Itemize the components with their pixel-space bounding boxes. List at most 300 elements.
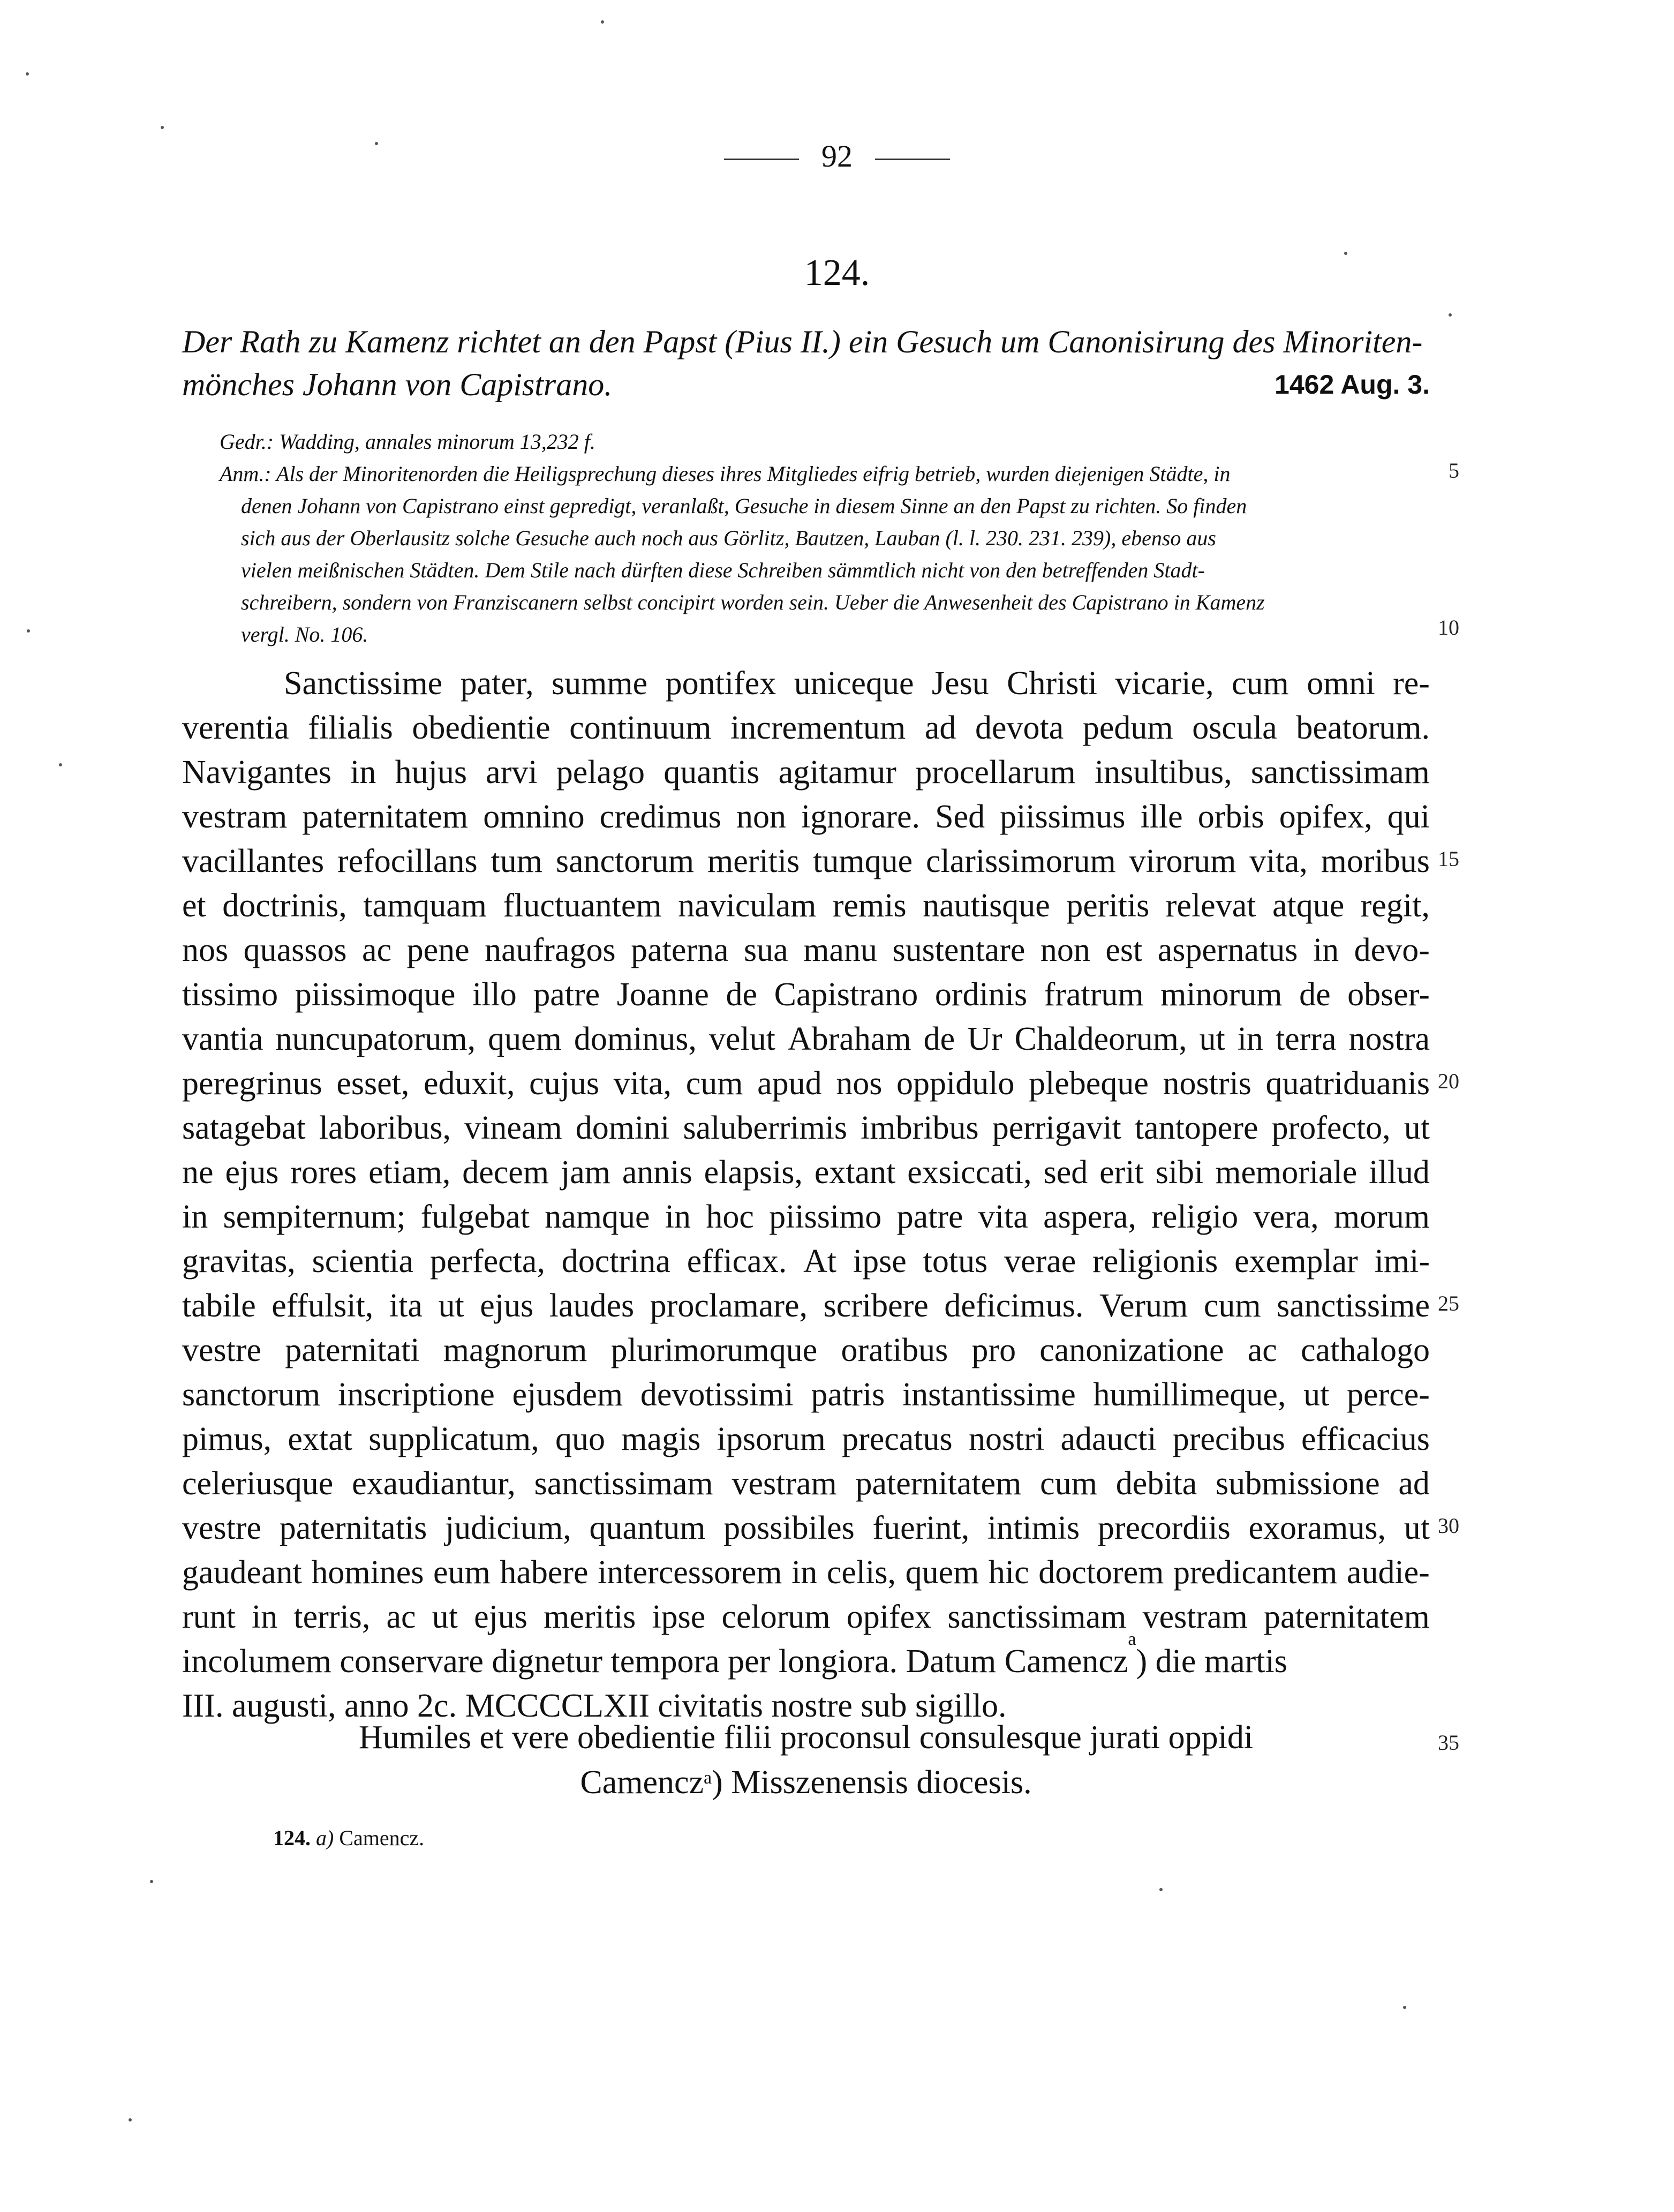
word: meritis bbox=[707, 843, 800, 879]
text-line bbox=[182, 973, 1430, 1017]
word: sanctissimam bbox=[1250, 754, 1430, 791]
word: Sed bbox=[935, 799, 985, 835]
word: omnino bbox=[483, 799, 585, 835]
word: exsiccati, bbox=[907, 1154, 1032, 1191]
word: oratibus bbox=[841, 1332, 948, 1368]
word: sua bbox=[744, 932, 788, 968]
word: plurimorumque bbox=[610, 1332, 818, 1368]
scan-speck bbox=[26, 72, 29, 76]
text-line: III. augusti, anno 2c. MCCCCLXII civitatis nostre sub sigillo. bbox=[182, 1688, 1007, 1724]
word: annis bbox=[622, 1154, 692, 1191]
text-line bbox=[182, 661, 1430, 706]
word: cum bbox=[1203, 1288, 1261, 1324]
word: tantopere bbox=[1134, 1110, 1258, 1146]
scan-speck bbox=[1159, 1888, 1163, 1891]
page-header bbox=[0, 138, 1674, 174]
text-line bbox=[182, 839, 1430, 884]
word: magnorum bbox=[443, 1332, 587, 1368]
word: domini bbox=[575, 1110, 670, 1146]
word: religionis bbox=[1092, 1243, 1218, 1280]
word: beatorum. bbox=[1296, 710, 1430, 746]
word: adaucti bbox=[1060, 1421, 1157, 1457]
line-number: 5 bbox=[1449, 458, 1459, 483]
word: credimus bbox=[599, 799, 721, 835]
word: extant bbox=[814, 1154, 896, 1191]
word: peregrinus bbox=[182, 1065, 322, 1102]
word: sanctorum bbox=[182, 1376, 321, 1413]
note-annotation-line: vergl. No. 106. bbox=[241, 622, 368, 646]
text-line bbox=[182, 1506, 1430, 1551]
word: fratrum bbox=[1044, 976, 1144, 1013]
line-number: 15 bbox=[1438, 847, 1459, 871]
word: magis bbox=[621, 1421, 701, 1457]
word: insultibus, bbox=[1094, 754, 1232, 791]
word: in bbox=[182, 1199, 208, 1235]
footnote-mark: a) bbox=[316, 1826, 334, 1850]
word: sempiternum; bbox=[223, 1199, 406, 1235]
word: doctrinis, bbox=[222, 887, 347, 924]
word: cum bbox=[685, 1065, 743, 1102]
word: nostri bbox=[968, 1421, 1045, 1457]
text-line bbox=[182, 1462, 1430, 1506]
text-line bbox=[182, 706, 1430, 750]
word: ipse bbox=[652, 1599, 706, 1635]
text-line bbox=[182, 1150, 1430, 1195]
word: ipsorum bbox=[717, 1421, 826, 1457]
word: intercessorem bbox=[598, 1554, 782, 1591]
word: in bbox=[252, 1599, 278, 1635]
word: Sanctissime bbox=[284, 665, 443, 702]
word: tabile bbox=[182, 1288, 256, 1324]
word: debita bbox=[1115, 1465, 1197, 1502]
word: nos bbox=[836, 1065, 883, 1102]
word: tumque bbox=[813, 843, 913, 879]
word: precibus bbox=[1172, 1421, 1285, 1457]
word: jam bbox=[560, 1154, 610, 1191]
word: imbribus bbox=[861, 1110, 979, 1146]
word: terris, bbox=[293, 1599, 371, 1635]
word: vita, bbox=[1249, 843, 1308, 879]
document-date: 1462 Aug. 3. bbox=[1275, 370, 1430, 400]
word: fuerint, bbox=[872, 1510, 970, 1546]
word: paternitatem bbox=[855, 1465, 1022, 1502]
word: celorum bbox=[721, 1599, 831, 1635]
word: vestre bbox=[182, 1332, 262, 1368]
word: virorum bbox=[1129, 843, 1236, 879]
word: At bbox=[803, 1243, 837, 1280]
word: clarissimorum bbox=[926, 843, 1116, 879]
word: orbis bbox=[1197, 799, 1264, 835]
word: obser- bbox=[1347, 976, 1430, 1013]
word: hujus bbox=[395, 754, 467, 791]
word: atque bbox=[1272, 887, 1345, 924]
scan-speck bbox=[1344, 252, 1347, 255]
word: cujus bbox=[529, 1065, 599, 1102]
word: devota bbox=[975, 710, 1064, 746]
text-line bbox=[182, 1106, 1430, 1150]
word: devo- bbox=[1354, 932, 1430, 968]
word: regit, bbox=[1360, 887, 1430, 924]
word: sed bbox=[1043, 1154, 1088, 1191]
signature bbox=[182, 1715, 1430, 1805]
word: ignorare. bbox=[801, 799, 921, 835]
footnote-text: Camencz. bbox=[339, 1826, 425, 1850]
word: celis, bbox=[826, 1554, 896, 1591]
word: vantia bbox=[182, 1021, 263, 1057]
word: perrigavit bbox=[992, 1110, 1121, 1146]
word: ac bbox=[1247, 1332, 1277, 1368]
line-number: 35 bbox=[1438, 1731, 1459, 1755]
word: manu bbox=[803, 932, 877, 968]
line-number: 10 bbox=[1438, 615, 1459, 639]
word: patre bbox=[533, 976, 600, 1013]
text-line bbox=[182, 1017, 1430, 1062]
word: pater, bbox=[460, 665, 534, 702]
word: extat bbox=[288, 1421, 352, 1457]
page-number: 92 bbox=[821, 139, 853, 174]
footnote bbox=[273, 1825, 424, 1850]
word: pelago bbox=[556, 754, 645, 791]
word: non bbox=[1040, 932, 1090, 968]
text-line bbox=[182, 1373, 1430, 1417]
word: habere bbox=[500, 1554, 589, 1591]
word: memoriale bbox=[1215, 1154, 1358, 1191]
word: opifex bbox=[846, 1599, 932, 1635]
word: paterna bbox=[631, 932, 729, 968]
word: de bbox=[726, 976, 758, 1013]
word: tissimo bbox=[182, 976, 278, 1013]
footnote-number: 124. bbox=[273, 1826, 311, 1850]
word: gravitas, bbox=[182, 1243, 296, 1280]
word: et bbox=[182, 887, 206, 924]
scan-speck bbox=[1403, 2006, 1406, 2009]
word: exemplar bbox=[1234, 1243, 1358, 1280]
line-number: 20 bbox=[1438, 1069, 1459, 1093]
word: efficacius bbox=[1301, 1421, 1430, 1457]
word: nuncupatorum, bbox=[275, 1021, 476, 1057]
word: vita, bbox=[613, 1065, 672, 1102]
word: Chaldeorum, bbox=[1014, 1021, 1187, 1057]
note-annotation-line: vielen meißnischen Städten. Dem Stile nach dürften diese Schreiben sämmtlich nicht von den betreffenden Stadt- bbox=[241, 558, 1205, 582]
word: de bbox=[1299, 976, 1331, 1013]
word: elapsis, bbox=[704, 1154, 803, 1191]
text-line bbox=[182, 1595, 1430, 1639]
word: quem bbox=[905, 1554, 979, 1591]
note-annotation-line: denen Johann von Capistrano einst gepredigt, veranlaßt, Gesuche in diesem Sinne an den Papst zu richten. So finden bbox=[241, 494, 1247, 518]
word: ejus bbox=[225, 1154, 279, 1191]
line-number: 25 bbox=[1438, 1291, 1459, 1315]
text-line bbox=[182, 795, 1430, 839]
text-line-with-footnote bbox=[182, 1629, 1430, 1684]
text-line bbox=[182, 1284, 1430, 1328]
word: perfecta, bbox=[429, 1243, 545, 1280]
word: hoc bbox=[706, 1199, 754, 1235]
word: procellarum bbox=[915, 754, 1076, 791]
word: non bbox=[736, 799, 786, 835]
word: Joanne bbox=[616, 976, 709, 1013]
letter-body bbox=[182, 661, 1430, 1728]
document-number: 124. bbox=[804, 252, 870, 294]
word: cum bbox=[1040, 1465, 1097, 1502]
word: ac bbox=[386, 1599, 416, 1635]
word: piissimoque bbox=[295, 976, 456, 1013]
word: minorum bbox=[1160, 976, 1283, 1013]
word: etiam, bbox=[368, 1154, 451, 1191]
word: humillimeque, bbox=[1093, 1376, 1286, 1413]
word: opifex, bbox=[1279, 799, 1373, 835]
word: paternitatis bbox=[279, 1510, 427, 1546]
word: devotissimi bbox=[640, 1376, 794, 1413]
word: totus bbox=[923, 1243, 988, 1280]
word: namque bbox=[545, 1199, 650, 1235]
word: ita bbox=[389, 1288, 423, 1324]
word: morum bbox=[1333, 1199, 1430, 1235]
word: patris bbox=[811, 1376, 885, 1413]
word: vita bbox=[978, 1199, 1028, 1235]
word: relevat bbox=[1165, 887, 1256, 924]
word: de bbox=[923, 1021, 955, 1057]
footnote-marker: a bbox=[1128, 1629, 1136, 1649]
word: scribere bbox=[823, 1288, 929, 1324]
text-line bbox=[182, 1062, 1430, 1106]
word: cathalogo bbox=[1300, 1332, 1430, 1368]
document-title bbox=[182, 320, 1430, 406]
word: satagebat bbox=[182, 1110, 306, 1146]
text-line bbox=[182, 1417, 1430, 1462]
word: doctrina bbox=[561, 1243, 670, 1280]
word: celeriusque bbox=[182, 1465, 334, 1502]
word: vera, bbox=[1253, 1199, 1319, 1235]
word: vestram bbox=[182, 799, 288, 835]
word: ejus bbox=[480, 1288, 534, 1324]
word: in bbox=[1313, 932, 1339, 968]
word: fulgebat bbox=[420, 1199, 530, 1235]
word: hic bbox=[988, 1554, 1029, 1591]
word: nautisque bbox=[923, 887, 1050, 924]
word: decem bbox=[462, 1154, 549, 1191]
text-line bbox=[182, 1195, 1430, 1239]
word: paternitati bbox=[285, 1332, 420, 1368]
word: illud bbox=[1369, 1154, 1430, 1191]
word: nostris bbox=[1163, 1065, 1251, 1102]
word: est bbox=[1105, 932, 1143, 968]
scan-speck bbox=[375, 142, 378, 145]
word: erit bbox=[1099, 1154, 1144, 1191]
title-line-1: Der Rath zu Kamenz richtet an den Papst (Pius II.) ein Gesuch um Canonisirung des Minoriten- bbox=[182, 324, 1423, 359]
word: possibiles bbox=[723, 1510, 855, 1546]
word: Abraham bbox=[787, 1021, 911, 1057]
word: tamquam bbox=[363, 887, 487, 924]
word: patre bbox=[896, 1199, 963, 1235]
word: cum bbox=[1232, 665, 1289, 702]
word: vacillantes bbox=[182, 843, 325, 879]
word: refocillans bbox=[337, 843, 478, 879]
word: naufragos bbox=[485, 932, 616, 968]
word: in bbox=[350, 754, 376, 791]
note-annotation-line: schreibern, sondern von Franziscanern selbst concipirt worden sein. Ueber die Anwesenheit des Capistrano in Kamenz bbox=[241, 590, 1265, 614]
word: esset, bbox=[336, 1065, 410, 1102]
word: continuum bbox=[569, 710, 712, 746]
word: illo bbox=[472, 976, 517, 1013]
word: sanctorum bbox=[555, 843, 695, 879]
word: ejusdem bbox=[512, 1376, 623, 1413]
word: instantissime bbox=[902, 1376, 1076, 1413]
word: sibi bbox=[1155, 1154, 1204, 1191]
word: eduxit, bbox=[423, 1065, 515, 1102]
word: Jesu bbox=[931, 665, 989, 702]
word: pene bbox=[406, 932, 470, 968]
word: Verum bbox=[1099, 1288, 1188, 1324]
word: ut bbox=[432, 1599, 458, 1635]
signature-line-2 bbox=[182, 1760, 1430, 1805]
word: pro bbox=[971, 1332, 1016, 1368]
word: eum bbox=[433, 1554, 491, 1591]
word: tum bbox=[491, 843, 542, 879]
word: vestre bbox=[182, 1510, 262, 1546]
word: in bbox=[791, 1554, 818, 1591]
word: peritis bbox=[1066, 887, 1150, 924]
word: piissimo bbox=[769, 1199, 882, 1235]
word: intimis bbox=[987, 1510, 1080, 1546]
word: paternitatem bbox=[302, 799, 469, 835]
word: quassos bbox=[243, 932, 347, 968]
word: verae bbox=[1004, 1243, 1076, 1280]
word: re- bbox=[1393, 665, 1430, 702]
word: Capistrano bbox=[774, 976, 918, 1013]
word: plebeque bbox=[1029, 1065, 1149, 1102]
word: meritis bbox=[544, 1599, 636, 1635]
note-annotation-line: Anm.: Als der Minoritenorden die Heiligsprechung dieses ihres Mitgliedes eifrig betrieb, wurden diejenigen Städte, in bbox=[220, 462, 1231, 486]
word: quantis bbox=[663, 754, 760, 791]
word: aspera, bbox=[1043, 1199, 1136, 1235]
word: laboribus, bbox=[319, 1110, 451, 1146]
note-printed: Gedr.: Wadding, annales minorum 13,232 f. bbox=[220, 430, 595, 454]
word: qui bbox=[1387, 799, 1430, 835]
word: exaudiantur, bbox=[352, 1465, 516, 1502]
header-rule-left bbox=[724, 159, 799, 160]
word: arvi bbox=[486, 754, 538, 791]
word: sanctissimam bbox=[947, 1599, 1127, 1635]
header-rule-right bbox=[875, 159, 950, 160]
word: rores bbox=[290, 1154, 357, 1191]
word: ut bbox=[1199, 1021, 1225, 1057]
word: ipse bbox=[853, 1243, 907, 1280]
word: audie- bbox=[1346, 1554, 1430, 1591]
scan-speck bbox=[1449, 313, 1452, 317]
word: oppidulo bbox=[896, 1065, 1015, 1102]
word: judicium, bbox=[444, 1510, 571, 1546]
word: precatus bbox=[842, 1421, 953, 1457]
title-line-2: mönches Johann von Capistrano. bbox=[182, 367, 613, 402]
word: vestram bbox=[732, 1465, 837, 1502]
word: ac bbox=[362, 932, 392, 968]
word: incrementum bbox=[730, 710, 906, 746]
note-annotation-line: sich aus der Oberlausitz solche Gesuche auch noch aus Görlitz, Bautzen, Lauban (l. l. 230. 231. 239), ebenso aus bbox=[241, 526, 1216, 550]
word: sustentare bbox=[892, 932, 1025, 968]
word: doctorem bbox=[1038, 1554, 1164, 1591]
text-line bbox=[182, 1239, 1430, 1284]
signature-text: Camencz bbox=[580, 1764, 704, 1801]
word: nostra bbox=[1348, 1021, 1430, 1057]
word: quem bbox=[488, 1021, 562, 1057]
word: aspernatus bbox=[1157, 932, 1298, 968]
word: verentia bbox=[182, 710, 289, 746]
word: filialis bbox=[308, 710, 393, 746]
signature-line-1: Humiles et vere obedientie filii proconsul consulesque jurati oppidi bbox=[358, 1719, 1254, 1756]
word: precordiis bbox=[1097, 1510, 1231, 1546]
word: apud bbox=[757, 1065, 822, 1102]
word: ut bbox=[1404, 1110, 1430, 1146]
word: proclamare, bbox=[650, 1288, 808, 1324]
word: agitamur bbox=[778, 754, 896, 791]
word: predicantem bbox=[1173, 1554, 1338, 1591]
word: effulsit, bbox=[272, 1288, 374, 1324]
word: imi- bbox=[1374, 1243, 1430, 1280]
word: efficax. bbox=[687, 1243, 787, 1280]
word: remis bbox=[832, 887, 907, 924]
word: velut bbox=[708, 1021, 775, 1057]
word: naviculam bbox=[678, 887, 817, 924]
word: scientia bbox=[312, 1243, 413, 1280]
text-line bbox=[182, 1551, 1430, 1595]
word: ut bbox=[1404, 1510, 1430, 1546]
text-line bbox=[182, 928, 1430, 973]
word: submissione bbox=[1216, 1465, 1380, 1502]
scan-speck bbox=[150, 1880, 153, 1883]
scan-speck bbox=[161, 126, 164, 129]
word: in bbox=[665, 1199, 691, 1235]
word: deficimus. bbox=[944, 1288, 1084, 1324]
word: ne bbox=[182, 1154, 214, 1191]
word: vestram bbox=[1142, 1599, 1248, 1635]
word: ejus bbox=[474, 1599, 527, 1635]
word: Navigantes bbox=[182, 754, 331, 791]
word: laudes bbox=[549, 1288, 635, 1324]
editorial-notes bbox=[220, 426, 1430, 651]
word: paternitatem bbox=[1263, 1599, 1430, 1635]
word: Christi bbox=[1007, 665, 1097, 702]
word: profecto, bbox=[1271, 1110, 1391, 1146]
word: gaudeant bbox=[182, 1554, 302, 1591]
word: inscriptione bbox=[338, 1376, 495, 1413]
text-line bbox=[182, 750, 1430, 795]
word: ut bbox=[1303, 1376, 1330, 1413]
text-line bbox=[182, 884, 1430, 928]
footnote-marker: a bbox=[704, 1768, 712, 1788]
word: pimus, bbox=[182, 1421, 272, 1457]
text-line-part: ) die martis bbox=[1136, 1643, 1287, 1680]
word: ordinis bbox=[934, 976, 1028, 1013]
word: ille bbox=[1140, 799, 1183, 835]
word: quatriduanis bbox=[1265, 1065, 1430, 1102]
word: ad bbox=[1398, 1465, 1430, 1502]
word: in bbox=[1237, 1021, 1263, 1057]
word: quo bbox=[555, 1421, 605, 1457]
word: pontifex bbox=[665, 665, 776, 702]
word: fluctuantem bbox=[503, 887, 662, 924]
word: dominus, bbox=[574, 1021, 697, 1057]
word: religio bbox=[1151, 1199, 1239, 1235]
word: sanctissimam bbox=[534, 1465, 713, 1502]
word: summe bbox=[552, 665, 648, 702]
line-number: 30 bbox=[1438, 1514, 1459, 1538]
word: saluberrimis bbox=[683, 1110, 848, 1146]
word: piissimus bbox=[1000, 799, 1126, 835]
word: runt bbox=[182, 1599, 236, 1635]
word: moribus bbox=[1321, 843, 1430, 879]
text-line bbox=[182, 1328, 1430, 1373]
word: Ur bbox=[967, 1021, 1002, 1057]
